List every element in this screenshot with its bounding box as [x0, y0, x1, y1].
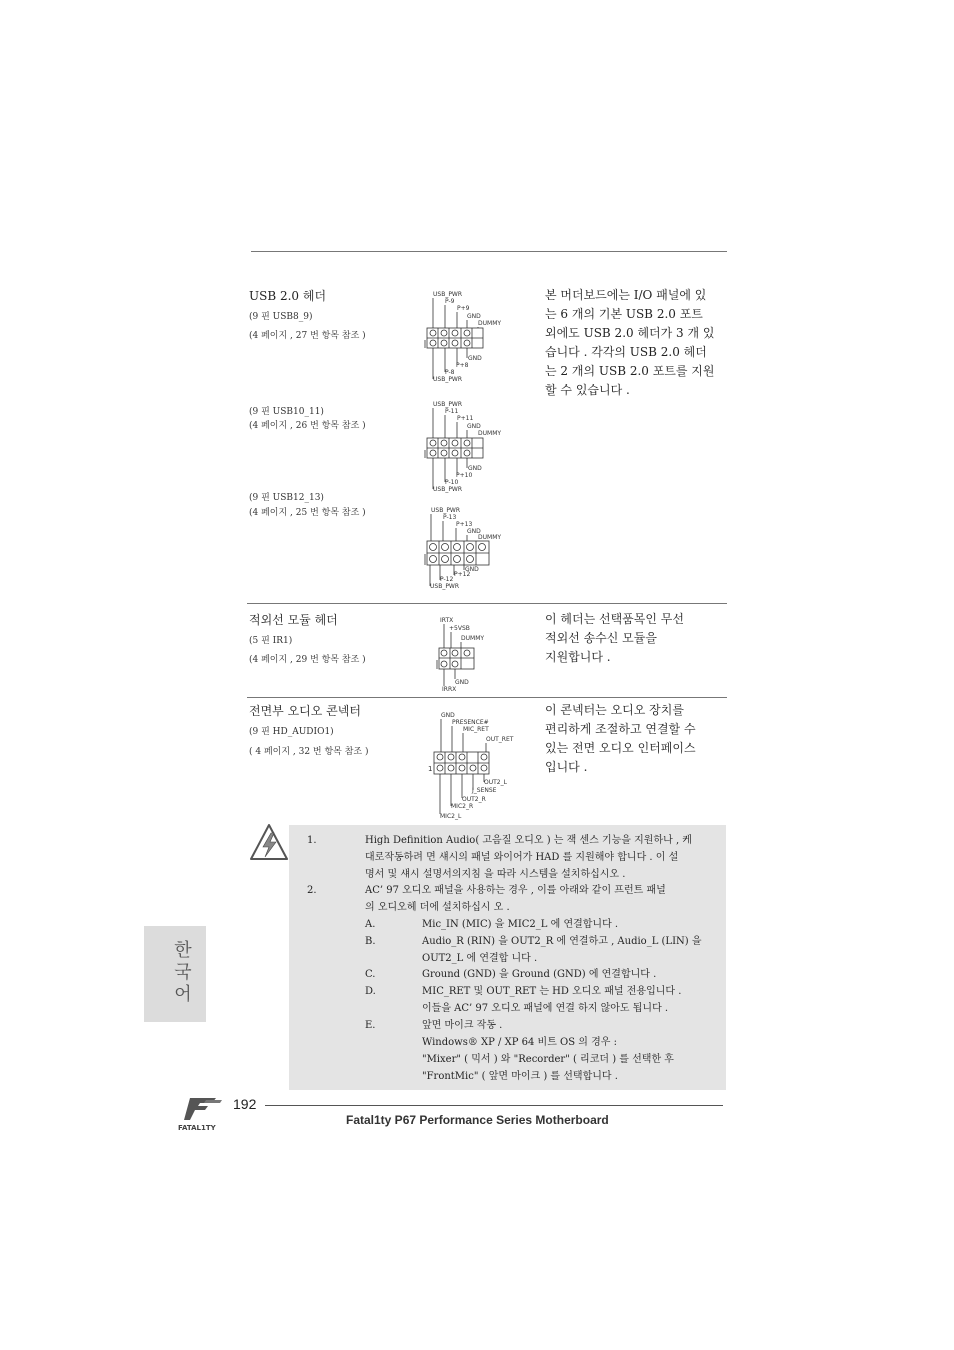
pin-label: GND — [455, 679, 469, 686]
audio-desc-line: 있는 전면 오디오 인터페이스 — [545, 741, 696, 755]
subnote-b-letter: B. — [365, 936, 376, 947]
audio-description — [545, 701, 696, 777]
usb-desc-line: 본 머더보드에는 I/O 패널에 있 — [545, 288, 707, 302]
usb-block-3-ref: (4 페이지 , 25 번 항목 참조 ) — [249, 508, 366, 518]
pin-label: DUMMY — [478, 430, 502, 437]
footer-title: Fatal1ty P67 Performance Series Motherboard — [346, 1113, 609, 1127]
pin-label: OUT2_L — [484, 779, 507, 786]
note-1-line: 대로작동하려 면 섀시의 패널 와이어가 HAD 를 지원해야 합니다 . 이 설 — [365, 852, 679, 863]
usb-desc-line: 습니다 . 각각의 USB 2.0 헤더 — [545, 345, 707, 359]
usb-desc-line: 는 6 개의 기본 USB 2.0 포트 — [545, 307, 703, 321]
usb8-9-pin-diagram — [418, 288, 528, 392]
warning-lightning-icon — [249, 823, 289, 867]
ir-desc-line: 이 헤더는 선택품목인 무선 — [545, 612, 684, 626]
pin-label: P+12 — [454, 571, 471, 578]
subnote-e-line: Windows® XP / XP 64 비트 OS 의 경우 : — [422, 1037, 617, 1048]
usb-header-title: USB 2.0 헤더 — [249, 289, 327, 303]
pin-label: P+13 — [456, 521, 473, 528]
pin-label: GND — [465, 566, 479, 573]
note-1-line: High Definition Audio( 고음질 오디오 ) 는 잭 센스 기능을 지원하나 , 케 — [365, 835, 692, 846]
pin-label: J_SENSE — [472, 787, 497, 794]
pin-label: MIC2_L — [440, 813, 462, 820]
pin-label: GND — [468, 355, 482, 362]
pin-label: P+11 — [457, 415, 474, 422]
ir-pin: (5 핀 IR1) — [249, 636, 293, 646]
note-2-number: 2. — [307, 885, 317, 896]
usb-desc-line: 할 수 있습니다 . — [545, 383, 630, 397]
pin-label: PRESENCE# — [452, 719, 489, 726]
pin-label: MIC_RET — [463, 726, 489, 733]
usb-block-1-ref: (4 페이지 , 27 번 항목 참조 ) — [249, 331, 366, 341]
subnote-b-line: OUT2_L 에 연결합 니다 . — [422, 953, 538, 964]
note-1-line: 명서 및 섀시 설명서의지침 을 따라 시스템을 설치하십시오 . — [365, 869, 626, 880]
ir-desc-line: 지원합니다 . — [545, 650, 611, 664]
pin-label: GND — [468, 465, 482, 472]
hd-audio-pin-diagram — [424, 706, 534, 828]
pin-label: GND — [467, 423, 481, 430]
subnote-c-letter: C. — [365, 969, 376, 980]
ir-section-rule — [247, 603, 727, 604]
ir-pin-diagram — [432, 612, 512, 698]
subnote-d-line: 이들을 AC’ 97 오디오 패널에 연결 하지 않아도 됩니다 . — [422, 1003, 669, 1014]
usb-block-1-pin: (9 핀 USB8_9) — [249, 312, 313, 322]
subnote-a-letter: A. — [365, 919, 376, 930]
subnote-e-line: 앞면 마이크 작동 . — [422, 1020, 503, 1031]
pin-label: DUMMY — [478, 320, 502, 327]
subnote-c-line: Ground (GND) 을 Ground (GND) 에 연결합니다 . — [422, 969, 657, 980]
footer-rule — [265, 1105, 723, 1106]
pin-label: P-13 — [443, 514, 457, 521]
note-1-number: 1. — [307, 835, 317, 846]
usb-desc-line: 외에도 USB 2.0 헤더가 3 개 있 — [545, 326, 715, 340]
ir-description — [545, 610, 684, 667]
usb-block-2-ref: (4 페이지 , 26 번 항목 참조 ) — [249, 421, 366, 431]
subnote-b-line: Audio_R (RIN) 을 OUT2_R 에 연결하고 , Audio_L (LIN) 을 — [422, 936, 702, 947]
usb10-11-pin-diagram — [418, 398, 528, 502]
pin-label: USB_PWR — [433, 486, 463, 493]
ir-desc-line: 적외선 송수신 모듈을 — [545, 631, 657, 645]
pin-label: P-11 — [445, 408, 459, 415]
ir-header-title: 적외선 모듈 헤더 — [249, 613, 338, 627]
pin-label: GND — [467, 528, 481, 535]
pin-label: DUMMY — [461, 635, 485, 642]
pin-label: P-12 — [440, 576, 454, 583]
note-2-line: 의 오디오헤 더에 설치하십시 오 . — [365, 902, 510, 913]
pin-label: OUT_RET — [486, 736, 514, 743]
usb-desc-line: 는 2 개의 USB 2.0 포트를 지원 — [545, 364, 715, 378]
audio-desc-line: 편리하게 조절하고 연결할 수 — [545, 722, 696, 736]
pin-label: IRTX — [440, 617, 454, 624]
pin-label: P+8 — [456, 362, 469, 369]
audio-ref: ( 4 페이지 , 32 번 항목 참조 ) — [249, 747, 369, 757]
subnote-e-line: "FrontMic" ( 앞면 마이크 ) 를 선택합니다 . — [422, 1071, 618, 1082]
subnote-a-line: Mic_IN (MIC) 을 MIC2_L 에 연결합니다 . — [422, 919, 619, 930]
top-rule — [251, 251, 727, 252]
usb-block-2-pin: (9 핀 USB10_11) — [249, 407, 324, 417]
usb12-13-pin-diagram — [418, 504, 528, 600]
pin-label: P-8 — [445, 369, 455, 376]
usb-description — [545, 286, 715, 400]
pin-label: GND — [467, 313, 481, 320]
pin-label: USB_PWR — [433, 291, 463, 298]
audio-pin: (9 핀 HD_AUDIO1) — [249, 727, 334, 737]
pin-label: USB_PWR — [430, 583, 460, 590]
audio-section-rule — [247, 697, 727, 698]
audio-desc-line: 이 콘넥터는 오디오 장치를 — [545, 703, 684, 717]
pin-label: MIC2_R — [451, 803, 474, 810]
pin-label: GND — [441, 712, 455, 719]
pin-label: P+10 — [456, 472, 473, 479]
audio-header-title: 전면부 오디오 콘넥터 — [249, 704, 361, 718]
pin-label: P+9 — [457, 305, 470, 312]
subnote-d-letter: D. — [365, 986, 376, 997]
pin-label: USB_PWR — [433, 401, 463, 408]
pin-label: DUMMY — [478, 534, 502, 541]
subnote-e-line: "Mixer" ( 믹서 ) 와 "Recorder" ( 리코더 ) 를 선택한 후 — [422, 1054, 674, 1065]
note-2-line: AC’ 97 오디오 패널을 사용하는 경우 , 이를 아래와 같이 프런트 패널 — [365, 885, 666, 896]
pin-label: P-9 — [445, 298, 455, 305]
logo-wordmark: FATAL1TY — [178, 1124, 216, 1132]
usb-block-3-pin: (9 핀 USB12_13) — [249, 493, 324, 503]
page-number: 192 — [233, 1096, 257, 1112]
audio-desc-line: 입니다 . — [545, 760, 588, 774]
pin-label: IRRX — [442, 686, 457, 693]
subnote-e-letter: E. — [365, 1020, 376, 1031]
pin-label: P-10 — [445, 479, 459, 486]
subnote-d-line: MIC_RET 및 OUT_RET 는 HD 오디오 패널 전용입니다 . — [422, 986, 682, 997]
pin-label: OUT2_R — [462, 796, 486, 803]
pin-label: +5VSB — [449, 625, 470, 632]
pin-label: USB_PWR — [431, 507, 461, 514]
fatal1ty-logo-icon — [176, 1094, 230, 1140]
language-tab-label: 한국어 — [171, 940, 192, 1006]
language-side-tab — [144, 926, 206, 1022]
ir-ref: (4 페이지 , 29 번 항목 참조 ) — [249, 655, 366, 665]
pin-one-marker: 1 — [428, 765, 433, 773]
pin-label: USB_PWR — [433, 376, 463, 383]
